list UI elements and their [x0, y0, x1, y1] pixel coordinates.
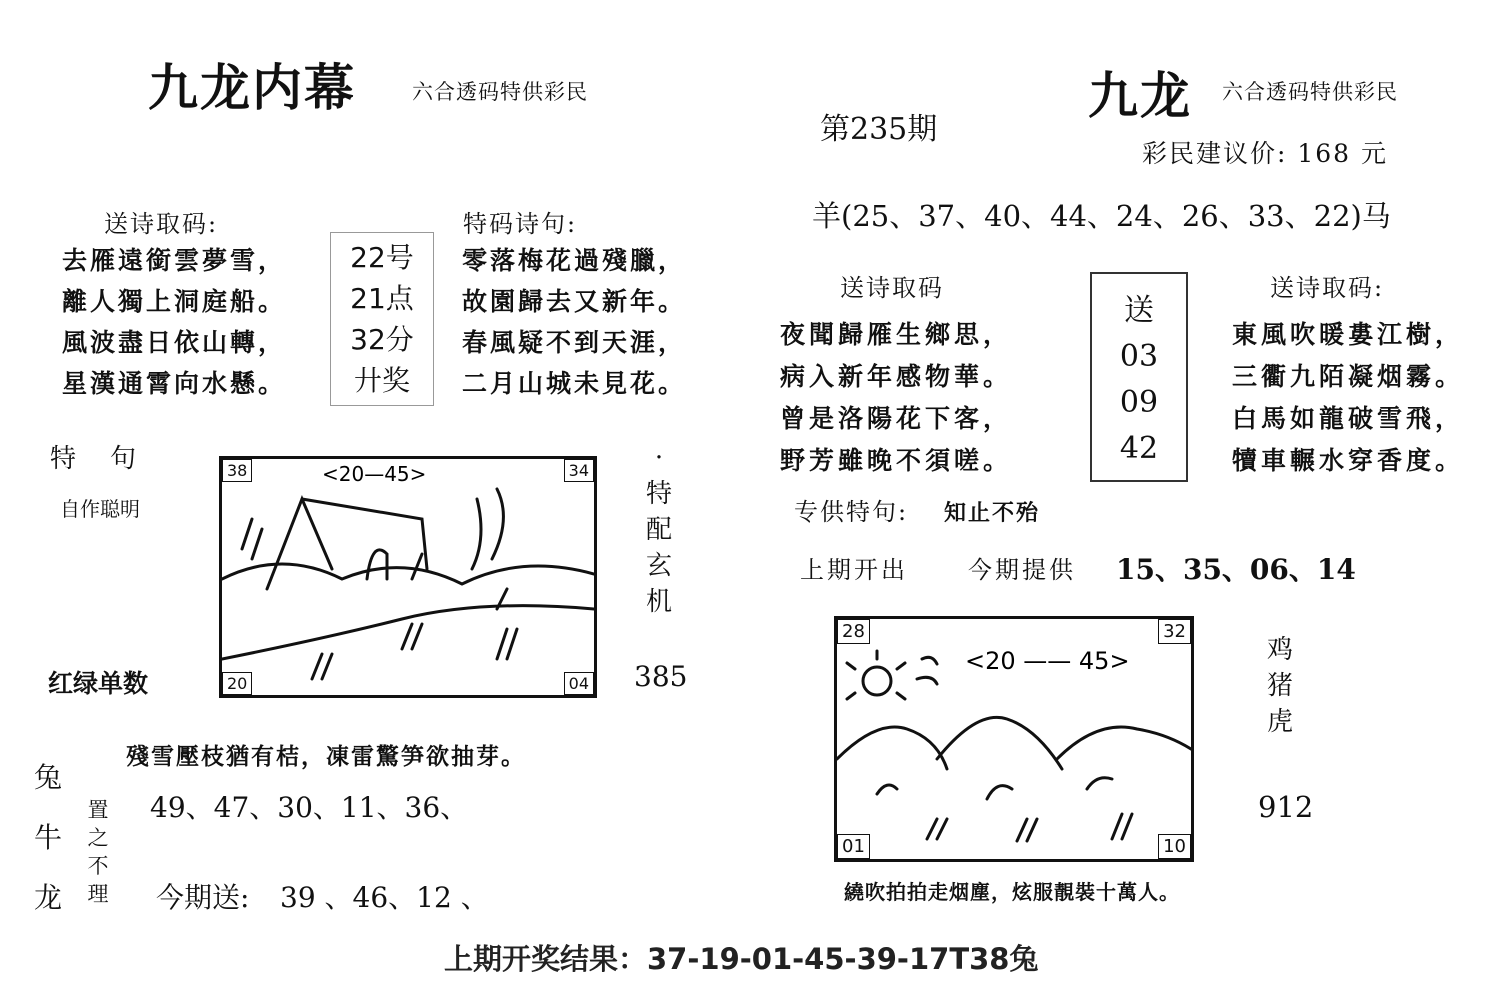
right-picture	[834, 616, 1194, 862]
right-poem-a	[780, 314, 1012, 482]
zhi-char: 理	[87, 882, 109, 906]
vertical-char: 特	[645, 479, 672, 509]
left-special-header: 特码诗句:	[463, 210, 578, 238]
corner-br: 10	[1158, 834, 1191, 859]
right-poem-header-a: 送诗取码	[840, 274, 944, 302]
poem-line: 離人獨上洞庭船。	[62, 287, 287, 316]
poem-line: 曾是洛陽花下客，	[780, 404, 1013, 433]
sheep-line: 羊(25、37、40、44、24、26、33、22)马	[812, 199, 1391, 233]
issue-number: 第235期	[820, 112, 938, 147]
left-number-right: 385	[634, 660, 688, 693]
poem-line: 東風吹暖婁江樹，	[1232, 320, 1465, 349]
left-title: 九龙内幕	[148, 58, 356, 117]
left-poem-header: 送诗取码:	[104, 210, 219, 238]
left-poem	[62, 240, 286, 404]
footer-result: 上期开奖结果：37-19-01-45-39-17T38兔	[444, 942, 1039, 976]
right-poem-bottom: 繞吹拍拍走烟塵，炫服靚裝十萬人。	[844, 880, 1180, 904]
left-picture	[219, 456, 597, 698]
vertical-dot: ·	[654, 443, 664, 473]
animal-char: 兔	[33, 761, 62, 794]
box-line: 22号	[350, 241, 414, 274]
right-send-box	[1090, 272, 1188, 482]
poem-line: 白馬如龍破雪飛，	[1232, 404, 1465, 433]
special-label: 专供特句:	[794, 498, 909, 526]
special-value: 知止不殆	[944, 500, 1041, 526]
right-title: 九龙	[1088, 66, 1192, 125]
right-poem-b	[1232, 314, 1464, 482]
vertical-char: 机	[645, 587, 672, 617]
corner-br: 04	[564, 672, 594, 695]
animals-vertical	[30, 748, 66, 928]
corner-bl: 01	[837, 834, 870, 859]
animal-char: 鸡	[1266, 635, 1293, 665]
corner-bl: 20	[222, 672, 252, 695]
poem-line: 故園歸去又新年。	[462, 287, 687, 316]
corner-tl: 38	[222, 459, 252, 482]
poem-line: 三衢九陌凝烟霧。	[1232, 362, 1465, 391]
te-ju-label: 特 句	[50, 444, 141, 474]
poem-line: 去雁遠銜雲夢雪，	[62, 246, 287, 275]
left-special-poem	[462, 240, 686, 404]
box-line: 21点	[350, 282, 414, 315]
poem-line: 二月山城未見花。	[462, 369, 687, 398]
animal-char: 龙	[33, 881, 62, 914]
right-poem-header-b: 送诗取码:	[1270, 274, 1385, 302]
right-animals-vertical	[1262, 632, 1298, 740]
zhi-char: 不	[87, 854, 109, 878]
send-numbers: 39 、46、12 、	[280, 881, 489, 914]
poem-line: 零落梅花過殘臘，	[462, 246, 687, 275]
landscape-drawing	[222, 459, 594, 695]
zhi-char: 置	[87, 798, 109, 822]
scribble-text: <20—45>	[322, 462, 427, 486]
price: 彩民建议价: 168 元	[1142, 139, 1389, 168]
poem-line: 夜聞歸雁生鄉思，	[780, 320, 1013, 349]
poem-line: 春風疑不到天涯，	[462, 328, 687, 357]
zhi-vertical	[84, 796, 112, 908]
left-numbers-row: 49、47、30、11、36、	[150, 791, 469, 824]
red-green-label: 红绿单数	[48, 669, 149, 698]
poem-line: 病入新年感物華。	[780, 362, 1013, 391]
vertical-char: 玄	[645, 551, 672, 581]
poem-line: 犢車輾水穿香度。	[1232, 446, 1465, 475]
zhi-char: 之	[87, 826, 109, 850]
box-line: 42	[1119, 431, 1159, 466]
box-line: 廾奖	[353, 364, 410, 397]
mountain-drawing	[837, 619, 1191, 859]
box-line: 03	[1119, 339, 1159, 374]
send-label: 今期送:	[156, 881, 250, 914]
corner-tr: 32	[1158, 619, 1191, 644]
animal-char: 牛	[33, 821, 62, 854]
left-vertical-label	[641, 440, 677, 620]
box-line: 送	[1124, 293, 1154, 328]
left-subtitle: 六合透码特供彩民	[412, 80, 588, 104]
box-line: 32分	[350, 323, 414, 356]
last-label: 上期开出	[800, 556, 908, 584]
box-line: 09	[1119, 385, 1159, 420]
corner-tl: 28	[837, 619, 870, 644]
vertical-char: 配	[645, 515, 672, 545]
corner-tr: 34	[564, 459, 594, 482]
poem-line: 星漢通霄向水懸。	[62, 369, 287, 398]
scribble-text: <20 —— 45>	[965, 647, 1130, 675]
animal-char: 虎	[1266, 707, 1293, 737]
animal-char: 猪	[1266, 671, 1293, 701]
left-time-box	[330, 232, 434, 406]
poem-line: 風波盡日依山轉，	[62, 328, 287, 357]
right-number-right: 912	[1258, 790, 1314, 824]
provide-numbers: 15、35、06、14	[1116, 553, 1356, 586]
left-poem-bottom: 殘雪壓枝猶有桔，凍雷驚笋欲抽芽。	[126, 743, 526, 770]
te-ju-value: 自作聪明	[60, 497, 140, 521]
provide-label: 今期提供	[968, 556, 1076, 584]
right-subtitle: 六合透码特供彩民	[1222, 80, 1398, 104]
poem-line: 野芳雖晚不須嗟。	[780, 446, 1013, 475]
